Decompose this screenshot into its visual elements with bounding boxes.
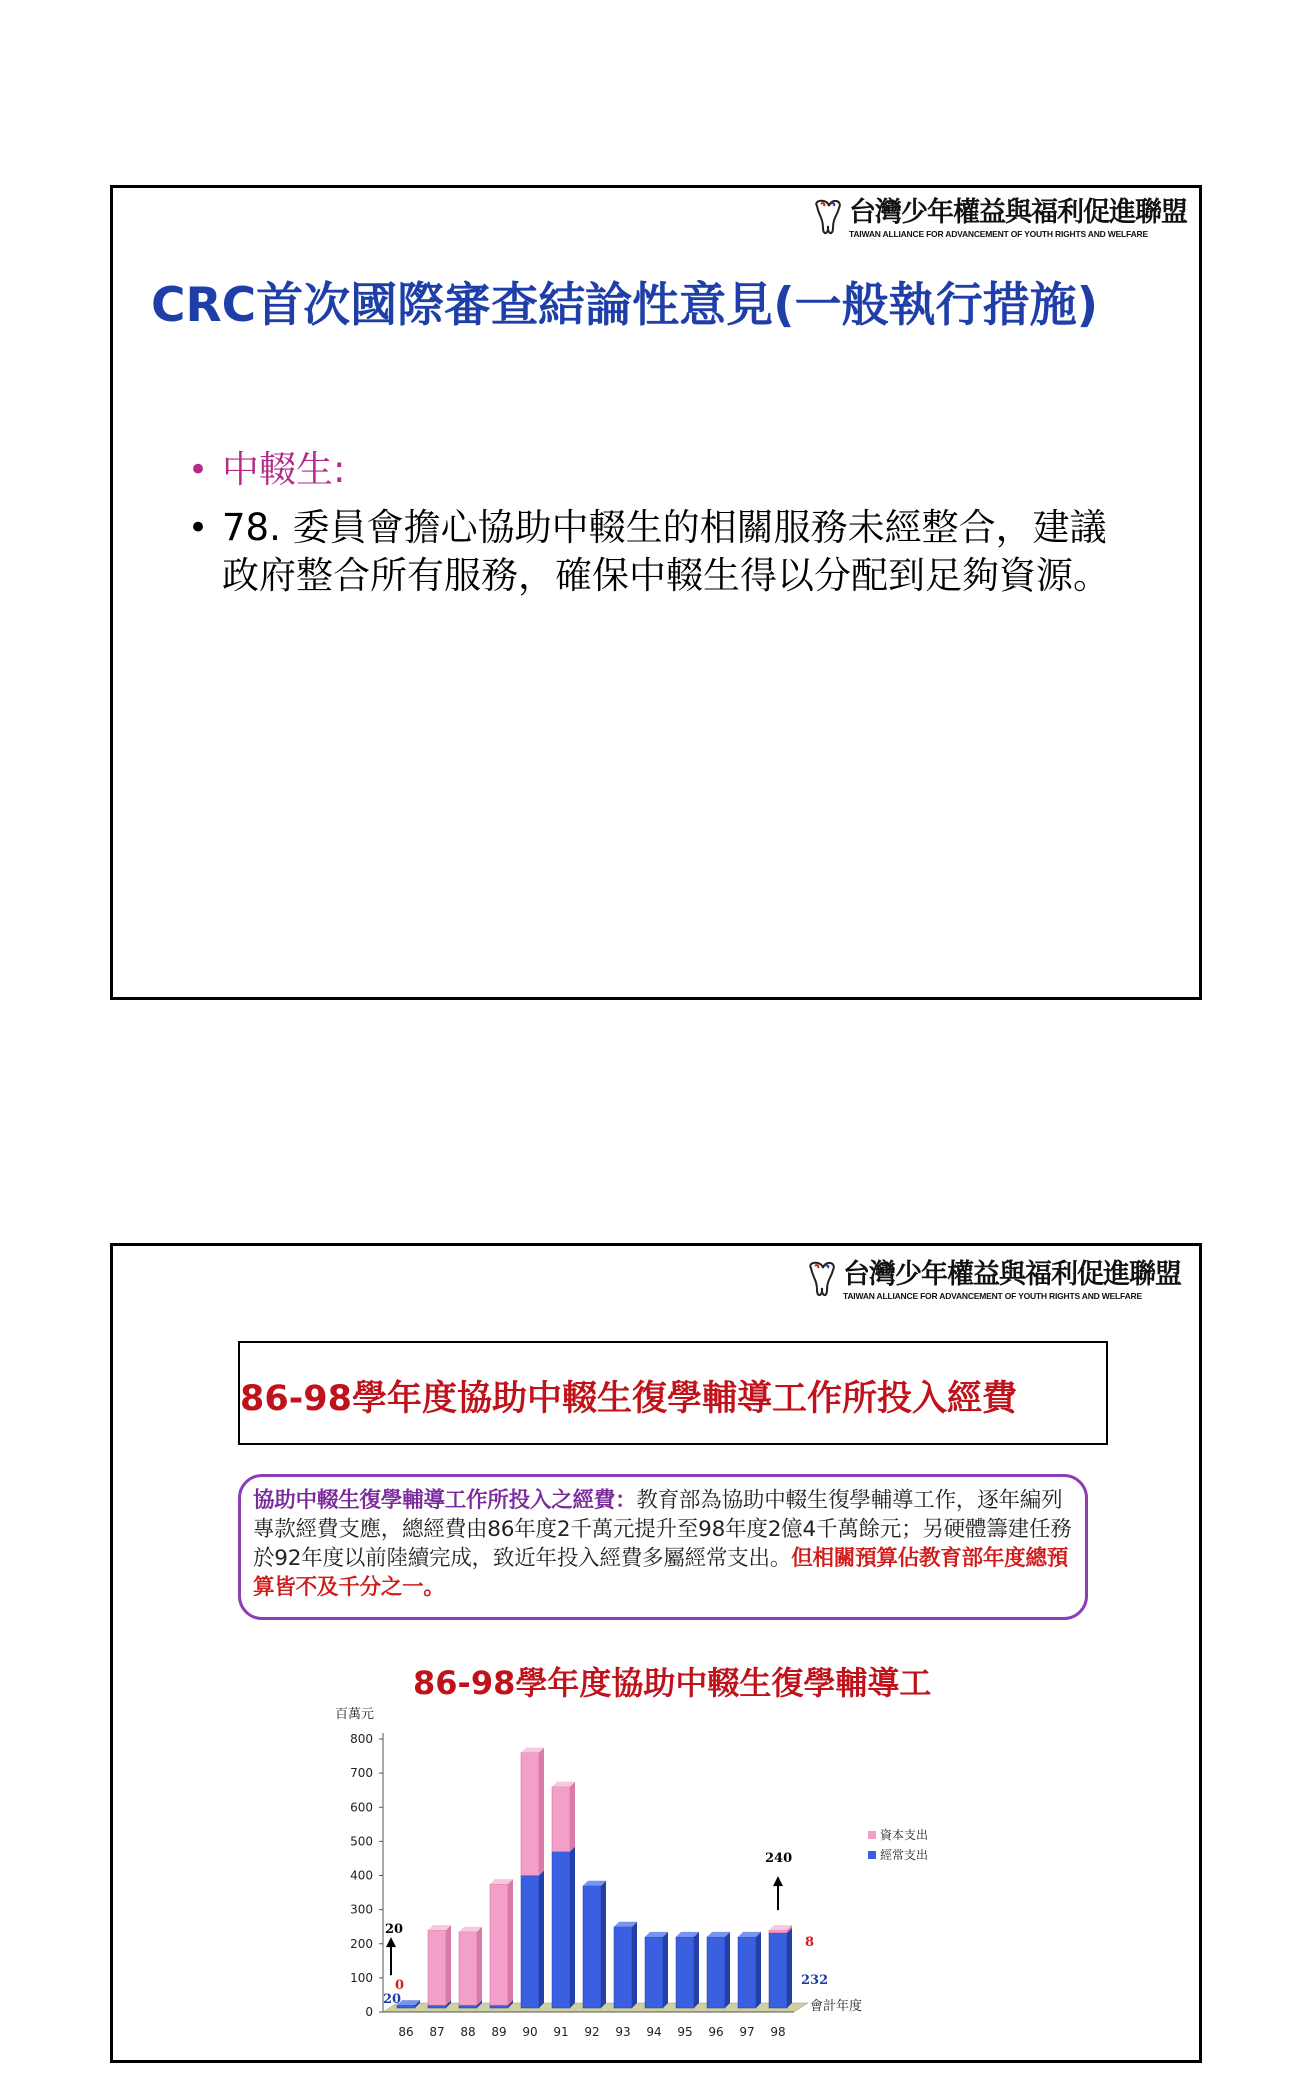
bullet-heading: • 中輟生: <box>188 446 1118 494</box>
funding-bar-chart <box>273 1686 1093 2058</box>
y-tick-label: 200 <box>350 1936 373 1951</box>
annotation-total-98: 240 <box>765 1851 793 1867</box>
alliance-logo-icon <box>811 198 845 238</box>
bar-operating-side-96 <box>725 1932 730 2008</box>
x-tick-label: 90 <box>522 2025 538 2039</box>
alliance-logo <box>811 198 1187 240</box>
bar-capital-side-89 <box>508 1879 513 2005</box>
bar-operating-95 <box>676 1937 694 2008</box>
bar-capital-side-90 <box>539 1748 544 1876</box>
y-tick-label: 800 <box>350 1732 373 1746</box>
annotation-total-86: 20 <box>385 1922 404 1938</box>
bar-capital-87 <box>428 1930 446 2005</box>
x-tick-label: 87 <box>429 2025 445 2039</box>
bar-operating-90 <box>521 1876 539 2009</box>
bar-operating-91 <box>552 1852 570 2008</box>
bar-operating-87 <box>428 2005 446 2008</box>
logo-name-zh: 台灣少年權益與福利促進聯盟 <box>843 1259 1181 1290</box>
legend-swatch-1 <box>868 1851 876 1859</box>
x-axis-label: 會計年度 <box>810 1999 863 2014</box>
alliance-logo-icon <box>805 1260 839 1300</box>
bullet-list <box>188 446 1118 610</box>
x-tick-label: 93 <box>615 2025 631 2039</box>
x-tick-label: 88 <box>460 2025 476 2039</box>
logo-name-en: TAIWAN ALLIANCE FOR ADVANCEMENT OF YOUTH RIGHTS AND WELFARE <box>843 1291 1142 1301</box>
slide-2-heading: 86-98學年度協助中輟生復學輔導工作所投入經費 <box>240 1379 1017 1419</box>
x-tick-label: 92 <box>584 2025 600 2039</box>
bar-operating-88 <box>459 2005 477 2008</box>
y-tick-label: 700 <box>350 1766 373 1781</box>
slide-2 <box>110 1243 1202 2063</box>
bar-operating-97 <box>738 1937 756 2008</box>
bar-operating-89 <box>490 2005 508 2008</box>
bar-operating-side-90 <box>539 1871 544 2009</box>
x-tick-label: 89 <box>491 2025 507 2039</box>
bullet-item: • 78. 委員會擔心協助中輟生的相關服務未經整合，建議政府整合所有服務，確保中輟生得以分配到足夠資源。 <box>188 504 1118 600</box>
logo-name-en: TAIWAN ALLIANCE FOR ADVANCEMENT OF YOUTH RIGHTS AND WELFARE <box>849 229 1148 239</box>
y-tick-label: 100 <box>350 1970 373 1985</box>
bar-operating-94 <box>645 1937 663 2008</box>
bar-operating-side-92 <box>601 1881 606 2008</box>
description-lead: 協助中輟生復學輔導工作所投入之經費： <box>253 1488 637 1513</box>
annotation-capital-86: 0 <box>395 1978 405 1994</box>
y-axis-label: 百萬元 <box>335 1707 375 1722</box>
bar-capital-89 <box>490 1884 508 2005</box>
alliance-logo <box>805 1260 1181 1302</box>
annotation-operating-98: 232 <box>801 1973 829 1989</box>
y-tick-label: 0 <box>365 2005 373 2019</box>
x-tick-label: 86 <box>398 2025 414 2039</box>
bar-capital-side-91 <box>570 1782 575 1852</box>
bar-capital-side-88 <box>477 1927 482 2005</box>
bar-operating-side-93 <box>632 1922 637 2008</box>
x-tick-label: 94 <box>646 2025 662 2039</box>
bar-operating-side-95 <box>694 1932 699 2008</box>
x-tick-label: 95 <box>677 2025 693 2039</box>
bar-operating-96 <box>707 1937 725 2008</box>
bar-operating-93 <box>614 1927 632 2008</box>
bar-capital-side-87 <box>446 1925 451 2005</box>
bar-operating-98 <box>769 1933 787 2008</box>
x-tick-label: 96 <box>708 2025 724 2039</box>
bar-capital-90 <box>521 1753 539 1876</box>
bar-operating-side-94 <box>663 1932 668 2008</box>
x-tick-label: 97 <box>739 2025 755 2039</box>
bar-capital-88 <box>459 1932 477 2005</box>
slide-1-title: CRC首次國際審查結論性意見(一般執行措施) <box>151 278 1099 333</box>
bar-capital-98 <box>769 1930 787 1933</box>
legend-label-0: 資本支出 <box>880 1828 929 1842</box>
bar-operating-side-97 <box>756 1932 761 2008</box>
chart-title: 86-98學年度協助中輟生復學輔導工 <box>413 1664 932 1702</box>
bar-operating-92 <box>583 1886 601 2008</box>
y-tick-label: 500 <box>350 1834 373 1849</box>
description-box <box>238 1474 1088 1620</box>
bar-operating-side-98 <box>787 1928 792 2008</box>
y-tick-label: 600 <box>350 1800 373 1815</box>
slide-1 <box>110 185 1202 1000</box>
annotation-arrowhead-98 <box>773 1876 783 1886</box>
legend-swatch-0 <box>868 1831 876 1839</box>
description-body: 教育部為協助中輟生復學輔導工作，逐年編列專款經費支應，總經費由86年度2千萬元提升至98年度2億4千萬餘元；另硬體籌建任務於92年度以前陸續完成，致近年投入經費多屬經常支出。 <box>253 1488 1072 1571</box>
logo-name-zh: 台灣少年權益與福利促進聯盟 <box>849 197 1187 228</box>
slide-2-heading-box <box>238 1341 1108 1445</box>
annotation-operating-86: 20 <box>383 1992 402 2008</box>
bar-operating-side-91 <box>570 1847 575 2008</box>
y-tick-label: 400 <box>350 1868 373 1883</box>
bar-capital-91 <box>552 1787 570 1852</box>
legend-label-1: 經常支出 <box>880 1848 929 1862</box>
description-highlight: 但相關預算佔教育部年度總預算皆不及千分之一。 <box>253 1546 1069 1600</box>
y-tick-label: 300 <box>350 1902 373 1917</box>
x-tick-label: 91 <box>553 2025 569 2039</box>
annotation-capital-98: 8 <box>805 1935 815 1951</box>
annotation-arrowhead-86 <box>386 1937 396 1947</box>
x-tick-label: 98 <box>770 2025 786 2039</box>
